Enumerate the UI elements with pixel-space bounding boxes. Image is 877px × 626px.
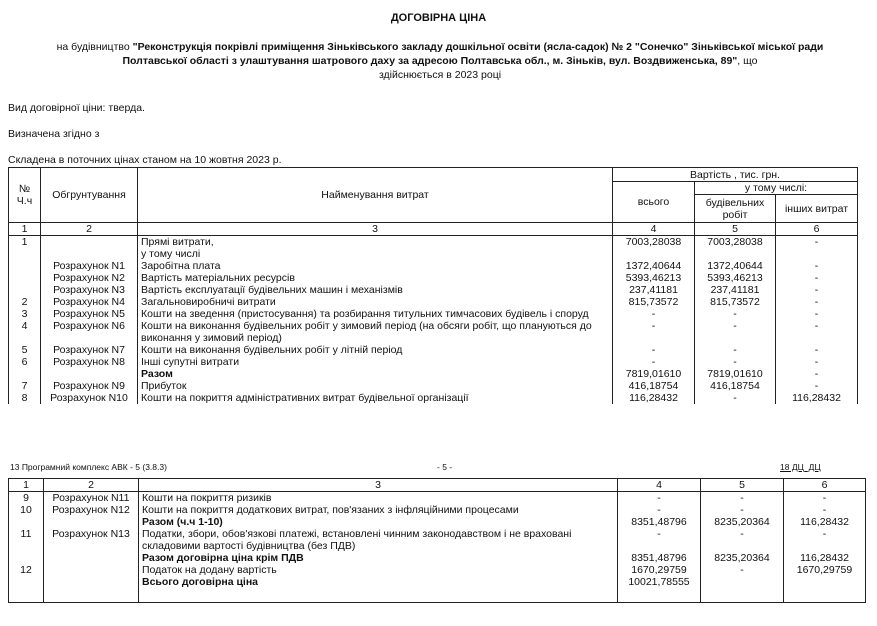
row-construction: - [701, 528, 784, 552]
col-number: 6 [784, 479, 866, 492]
table-row [9, 284, 858, 296]
padding-cell [44, 588, 139, 603]
row-number [9, 576, 44, 588]
row-number: 1 [9, 236, 41, 249]
row-construction [695, 248, 776, 260]
row-name: Разом (ч.ч 1-10) [139, 516, 618, 528]
row-number [9, 248, 41, 260]
padding-cell [618, 588, 701, 603]
table-row [9, 380, 858, 392]
row-basis [44, 564, 139, 576]
row-basis: Розрахунок N12 [44, 504, 139, 516]
row-other: - [776, 380, 858, 392]
col-number: 4 [613, 223, 695, 236]
document-title: ДОГОВІРНА ЦІНА [390, 12, 487, 24]
row-total: 1372,40644 [613, 260, 695, 272]
padding-cell [139, 588, 618, 603]
table-row [9, 392, 858, 404]
cost-table-page1 [8, 167, 858, 404]
row-total: - [613, 320, 695, 344]
table-padding-row [9, 588, 866, 603]
row-other [776, 248, 858, 260]
row-construction: - [695, 344, 776, 356]
subject-prefix: на будівництво [56, 41, 130, 53]
col-number: 3 [138, 223, 613, 236]
row-name: Разом договірна ціна крім ПДВ [139, 552, 618, 564]
row-construction: 5393,46213 [695, 272, 776, 284]
row-name: Прибуток [138, 380, 613, 392]
row-other [784, 576, 866, 588]
table-row [9, 320, 858, 344]
row-name: Вартість експлуатації будівельних машин і механізмів [138, 284, 613, 296]
row-number [9, 552, 44, 564]
row-construction: - [695, 392, 776, 404]
row-other: - [776, 320, 858, 344]
row-basis [44, 516, 139, 528]
row-name: Податки, збори, обов'язкові платежі, встановлені чинним законодавством і не враховані складовими вартості будівництва (без ПДВ) [139, 528, 618, 552]
row-other: 116,28432 [784, 552, 866, 564]
table-row [9, 368, 858, 380]
row-basis: Розрахунок N11 [44, 492, 139, 505]
table-row [9, 260, 858, 272]
row-other: - [776, 296, 858, 308]
table-row [9, 492, 866, 505]
header-basis: Обгрунтування [41, 168, 138, 223]
padding-cell [784, 588, 866, 603]
row-name: Кошти на зведення (пристосування) та розбирання титульних тимчасових будівель і споруд [138, 308, 613, 320]
row-construction [701, 576, 784, 588]
row-name: Загальновиробничі витрати [138, 296, 613, 308]
col-number: 5 [701, 479, 784, 492]
col-number: 4 [618, 479, 701, 492]
table-row [9, 248, 858, 260]
table-row [9, 576, 866, 588]
row-other: - [776, 260, 858, 272]
col-number: 5 [695, 223, 776, 236]
row-number: 9 [9, 492, 44, 505]
subject-name: "Реконструкція покрівлі приміщення Зіньківського закладу дошкільної освіти (ясла-садок) № 2 "Сонечко" Зіньківської міської ради Полтавської області з улаштування шатрового даху за адресою Полтавська обл., м. Зіньків, вул. Воздвиженська, 89" [122, 41, 824, 67]
row-other: - [776, 272, 858, 284]
row-other: - [776, 236, 858, 249]
row-total: 10021,78555 [618, 576, 701, 588]
row-other: - [776, 308, 858, 320]
row-basis: Розрахунок N4 [41, 296, 138, 308]
row-number: 10 [9, 504, 44, 516]
row-number: 7 [9, 380, 41, 392]
col-number: 1 [9, 223, 41, 236]
row-total: 815,73572 [613, 296, 695, 308]
row-name: Кошти на виконання будівельних робіт у літній період [138, 344, 613, 356]
table-row [9, 504, 866, 516]
row-name: Прямі витрати, [138, 236, 613, 249]
row-total: 8351,48796 [618, 516, 701, 528]
row-total: 5393,46213 [613, 272, 695, 284]
row-other: 1670,29759 [784, 564, 866, 576]
row-name: Кошти на покриття ризиків [139, 492, 618, 505]
row-other: - [784, 504, 866, 516]
row-number: 12 [9, 564, 44, 576]
row-number: 2 [9, 296, 41, 308]
row-total: 7819,01610 [613, 368, 695, 380]
col-number: 2 [41, 223, 138, 236]
row-total: 116,28432 [613, 392, 695, 404]
compiled-date: Складена в поточних цінах станом на 10 жовтня 2023 р. [8, 154, 282, 166]
row-name: Вартість матеріальних ресурсів [138, 272, 613, 284]
row-construction: - [701, 492, 784, 505]
row-basis [41, 248, 138, 260]
row-total: - [613, 308, 695, 320]
row-total: 8351,48796 [618, 552, 701, 564]
row-name: Заробітна плата [138, 260, 613, 272]
row-other: 116,28432 [776, 392, 858, 404]
row-name: Інші супутні витрати [138, 356, 613, 368]
header-other: інших витрат [776, 195, 858, 223]
row-total: - [618, 528, 701, 552]
row-construction: 7003,28038 [695, 236, 776, 249]
row-construction: 416,18754 [695, 380, 776, 392]
row-basis: Розрахунок N10 [41, 392, 138, 404]
header-no: № Ч.ч [9, 168, 41, 223]
row-name: у тому числі [138, 248, 613, 260]
subject-year: здійснюється в 2023 році [378, 69, 502, 81]
row-name: Разом [138, 368, 613, 380]
row-construction: 8235,20364 [701, 552, 784, 564]
row-name: Кошти на виконання будівельних робіт у зимовий період (на обсяги робіт, що плануються до виконання у зимовий період) [138, 320, 613, 344]
row-construction: - [701, 504, 784, 516]
row-basis: Розрахунок N8 [41, 356, 138, 368]
row-construction: 815,73572 [695, 296, 776, 308]
padding-cell [701, 588, 784, 603]
row-number [9, 368, 41, 380]
header-cost: Вартість , тис. грн. [613, 168, 858, 182]
table-row [9, 272, 858, 284]
row-construction: 7819,01610 [695, 368, 776, 380]
header-construction: будівельних робіт [695, 195, 776, 223]
row-basis [41, 368, 138, 380]
row-number: 8 [9, 392, 41, 404]
row-basis: Розрахунок N7 [41, 344, 138, 356]
row-total: - [613, 344, 695, 356]
row-basis: Розрахунок N5 [41, 308, 138, 320]
row-construction: 237,41181 [695, 284, 776, 296]
row-construction: - [695, 308, 776, 320]
header-including: у тому числі: [695, 182, 858, 195]
row-name: Кошти на покриття адміністративних витрат будівельної організації [138, 392, 613, 404]
padding-cell [9, 588, 44, 603]
row-basis: Розрахунок N2 [41, 272, 138, 284]
row-basis: Розрахунок N1 [41, 260, 138, 272]
col-number: 2 [44, 479, 139, 492]
determined-by: Визначена згідно з [8, 128, 100, 140]
row-number: 5 [9, 344, 41, 356]
row-basis [44, 552, 139, 564]
row-total [613, 248, 695, 260]
row-total: 1670,29759 [618, 564, 701, 576]
row-other: - [776, 344, 858, 356]
row-number [9, 272, 41, 284]
table-row [9, 308, 858, 320]
row-basis: Розрахунок N6 [41, 320, 138, 344]
row-total: 416,18754 [613, 380, 695, 392]
table-row [9, 528, 866, 552]
row-total: 237,41181 [613, 284, 695, 296]
row-basis [41, 236, 138, 249]
row-construction: - [701, 564, 784, 576]
table-row [9, 552, 866, 564]
row-construction: 1372,40644 [695, 260, 776, 272]
row-total: 7003,28038 [613, 236, 695, 249]
row-name: Податок на додану вартість [139, 564, 618, 576]
row-other: - [776, 356, 858, 368]
table-row [9, 236, 858, 249]
row-number: 3 [9, 308, 41, 320]
row-total: - [618, 504, 701, 516]
row-construction: - [695, 356, 776, 368]
row-name: Всього договірна ціна [139, 576, 618, 588]
footer-center: - 5 - [437, 462, 453, 472]
row-number [9, 516, 44, 528]
row-basis: Розрахунок N13 [44, 528, 139, 552]
col-number: 3 [139, 479, 618, 492]
row-number: 4 [9, 320, 41, 344]
row-other: - [784, 528, 866, 552]
footer-right: 18 ДЦ_ДЦ [780, 462, 821, 472]
row-total: - [613, 356, 695, 368]
row-construction: 8235,20364 [701, 516, 784, 528]
header-total: всього [613, 182, 695, 223]
row-other: - [776, 284, 858, 296]
row-basis [44, 576, 139, 588]
header-name: Найменування витрат [138, 168, 613, 223]
table-row [9, 516, 866, 528]
row-number: 6 [9, 356, 41, 368]
table-row [9, 344, 858, 356]
row-total: - [618, 492, 701, 505]
col-number: 6 [776, 223, 858, 236]
row-other: - [784, 492, 866, 505]
document-subject [40, 40, 840, 82]
row-number [9, 284, 41, 296]
row-basis: Розрахунок N3 [41, 284, 138, 296]
row-other: - [776, 368, 858, 380]
row-number [9, 260, 41, 272]
row-other: 116,28432 [784, 516, 866, 528]
table-row [9, 296, 858, 308]
row-number: 11 [9, 528, 44, 552]
table-row [9, 356, 858, 368]
row-basis: Розрахунок N9 [41, 380, 138, 392]
subject-suffix: , що [737, 55, 758, 67]
footer-left: 13 Програмний комплекс АВК - 5 (3.8.3) [10, 462, 167, 472]
price-type: Вид договірної ціни: тверда. [8, 102, 145, 114]
row-name: Кошти на покриття додаткових витрат, пов'язаних з інфляційними процесами [139, 504, 618, 516]
row-construction: - [695, 320, 776, 344]
cost-table-page2 [8, 478, 866, 603]
table-row [9, 564, 866, 576]
col-number: 1 [9, 479, 44, 492]
